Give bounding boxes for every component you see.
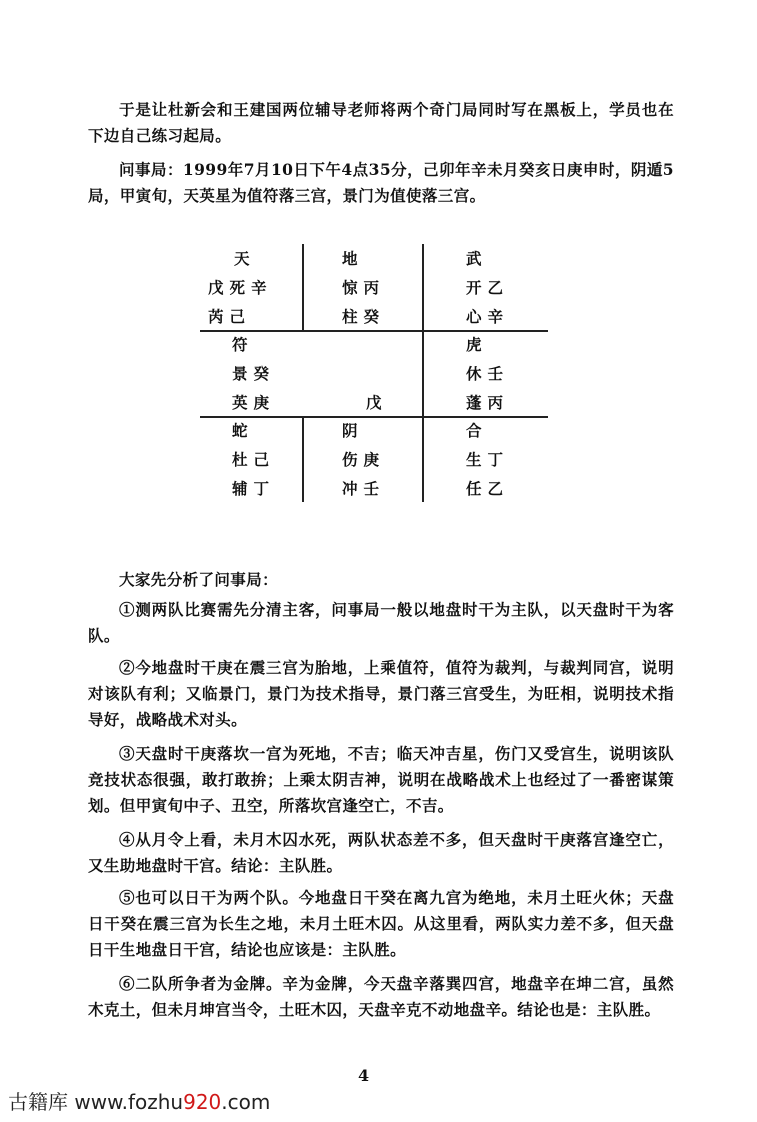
palace-bottom-center	[342, 416, 385, 503]
analysis-item-6: ⑥二队所争者为金牌。辛为金牌，今天盘辛落巽四宫，地盘辛在坤二宫，虽然木克土，但未月坤宫当令，土旺木囚，天盘辛克不动地盘辛。结论也是：主队胜。	[88, 974, 674, 1019]
analysis-item-4: ④从月令上看，未月木囚水死，两队状态差不多，但天盘时干庚落宫逢空亡，又生助地盘时干宫。结论：主队胜。	[88, 830, 674, 875]
door-label	[366, 359, 388, 388]
deity-label	[366, 330, 388, 359]
deity-label: 蛇	[232, 421, 254, 440]
analysis-item-5: ⑤也可以日干为两个队。今地盘日干癸在离九宫为绝地，未月土旺火休；天盘日干癸在震三宫为长生之地，未月土旺木囚。从这里看，两队实力差不多，但天盘日干生地盘日干宫，结论也应该是：主队胜。	[88, 888, 674, 959]
palace-bottom-right	[466, 416, 509, 503]
palace-middle-center	[366, 330, 388, 417]
earth-stem-label: 戊	[366, 393, 388, 412]
door-label: 戊死辛	[208, 278, 273, 297]
palace-middle-left	[232, 330, 275, 417]
site-url[interactable]	[74, 1090, 270, 1114]
palace-bottom-left	[232, 416, 275, 503]
grid-vline-left-bottom	[302, 416, 304, 502]
palace-middle-right	[466, 330, 509, 417]
deity-label: 武	[466, 249, 488, 268]
star-label: 心辛	[466, 307, 510, 326]
url-suffix: .com	[221, 1090, 271, 1114]
door-label: 惊丙	[342, 278, 386, 297]
analysis-item-3: ③天盘时干庚落坎一宫为死地，不吉；临天冲吉星，伤门又受宫生，说明该队竞技状态很强，敢打敢拚；上乘太阴吉神，说明在战略战术上也经过了一番密谋策划。但甲寅旬中子、丑空，所落坎宫逢空亡，不吉。	[88, 744, 674, 815]
palace-top-left	[208, 244, 273, 331]
analysis-item-2: ②今地盘时干庚在震三宫为胎地，上乘值符，值符为裁判，与裁判同宫，说明对该队有利；又临景门，景门为技术指导，景门落三宫受生，为旺相，说明技术指导好，战略战术对头。	[88, 658, 674, 729]
star-label: 英庚	[232, 393, 276, 412]
grid-vline-right-top	[422, 244, 424, 330]
palace-top-right	[466, 244, 509, 331]
analysis-intro: 大家先分析了问事局：	[119, 570, 279, 589]
door-label: 伤庚	[342, 450, 386, 469]
door-label: 景癸	[232, 364, 276, 383]
site-watermark	[8, 1086, 270, 1115]
url-prefix: www.fozhu	[74, 1090, 184, 1114]
deity-label: 地	[342, 249, 364, 268]
qimen-palace-grid	[200, 244, 550, 504]
deity-label: 虎	[466, 335, 488, 354]
intro-paragraph-2: 问事局：1999年7月10日下午4点35分，己卯年辛未月癸亥日庚申时，阴遁5局，甲寅旬，天英星为值符落三宫，景门为值使落三宫。	[88, 160, 674, 205]
star-label: 辅丁	[232, 479, 276, 498]
star-label: 芮己	[208, 307, 252, 326]
door-label: 杜己	[232, 450, 276, 469]
door-label: 休壬	[466, 364, 510, 383]
grid-vline-right-bottom	[422, 416, 424, 502]
star-label: 蓬丙	[466, 393, 510, 412]
palace-top-center	[342, 244, 385, 331]
deity-label: 天	[234, 249, 256, 268]
door-label: 开乙	[466, 278, 510, 297]
star-label: 柱癸	[342, 307, 386, 326]
intro-paragraph-1: 于是让杜新会和王建国两位辅导老师将两个奇门局同时写在黑板上，学员也在下边自己练习起局。	[88, 100, 674, 145]
door-label: 生丁	[466, 450, 510, 469]
star-label: 冲壬	[342, 479, 386, 498]
page-number: 4	[358, 1066, 370, 1085]
deity-label: 合	[466, 421, 488, 440]
analysis-item-1: ①测两队比赛需先分清主客，问事局一般以地盘时干为主队，以天盘时干为客队。	[88, 600, 674, 645]
site-name: 古籍库	[8, 1090, 68, 1114]
url-number: 920	[183, 1090, 222, 1114]
grid-vline-right-middle	[422, 330, 424, 416]
star-label: 任乙	[466, 479, 510, 498]
deity-label: 阴	[342, 421, 364, 440]
deity-label: 符	[232, 335, 254, 354]
grid-vline-left-top	[302, 244, 304, 330]
